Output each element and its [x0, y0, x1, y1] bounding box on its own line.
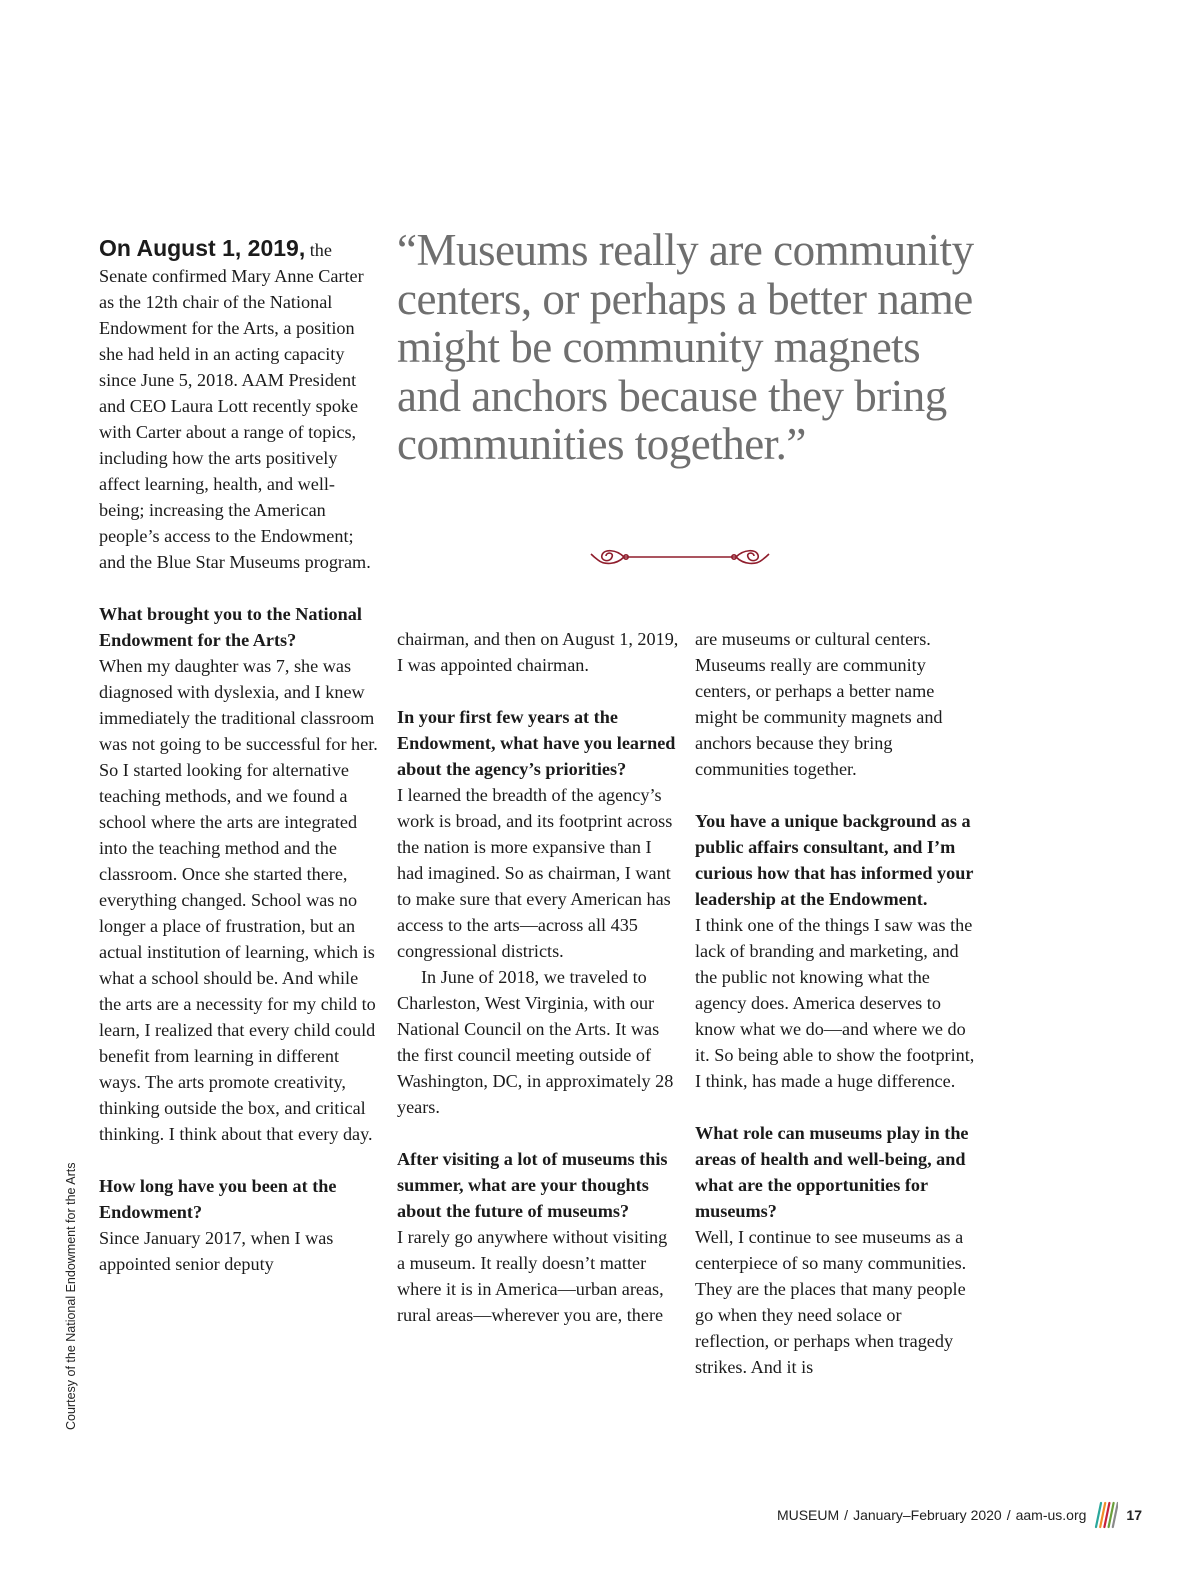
intro-text: the Senate confirmed Mary Anne Carter as the 12th chair of the National Endowment for the Arts, a position she had held in an acting capacity since June 5, 2018. AAM President and CEO Laura Lott recently spoke with Carter about a range of topics, including how the arts positively affect learning, health, and well-being; increasing the American people’s access to the Endowment; and the Blue Star Museums program.: [99, 240, 371, 572]
answer-4-start: I rarely go anywhere without visiting a museum. It really doesn’t matter where it is in America—urban areas, rural areas—wherever you are, there: [397, 1227, 668, 1325]
question-6: What role can museums play in the areas of health and well-being, and what are the opportunities for museums?: [695, 1123, 969, 1221]
page-number: 17: [1126, 1507, 1142, 1523]
question-5: You have a unique background as a public affairs consultant, and I’m curious how that has informed your leadership at the Endowment.: [695, 811, 974, 909]
aam-logo-icon: [1094, 1500, 1118, 1530]
answer-3: I learned the breadth of the agency’s work is broad, and its footprint across the nation is more expansive than I had imagined. So as chairman, I want to make sure that every American has access to the arts—across all 435 congressional districts.: [397, 785, 673, 961]
footer-separator: /: [1006, 1507, 1011, 1523]
ornament-divider: [590, 546, 770, 568]
answer-2-continued: chairman, and then on August 1, 2019, I was appointed chairman.: [397, 629, 679, 675]
footer-issue: January–February 2020: [853, 1507, 1002, 1523]
question-2: How long have you been at the Endowment?: [99, 1176, 337, 1222]
footer-magazine: MUSEUM: [776, 1507, 840, 1523]
answer-6-start: Well, I continue to see museums as a centerpiece of so many communities. They are the places that many people go when they need solace or reflection, or perhaps when tragedy strikes. And it is: [695, 1227, 967, 1377]
page-footer: [777, 1500, 1142, 1530]
answer-3-paragraph-2: In June of 2018, we traveled to Charleston, West Virginia, with our National Council on the Arts. It was the first council meeting outside of Washington, DC, in approximately 28 years.: [397, 967, 674, 1117]
answer-5: I think one of the things I saw was the lack of branding and marketing, and the public not knowing what the agency does. America deserves to know what we do—and where we do it. So being able to show the footprint, I think, has made a huge difference.: [695, 915, 975, 1091]
intro-paragraph: [99, 235, 379, 575]
photo-credit: Courtesy of the National Endowment for the Arts: [64, 1162, 78, 1430]
ornament-lines: [591, 551, 769, 564]
intro-lead: On August 1, 2019,: [99, 235, 306, 261]
answer-1: When my daughter was 7, she was diagnosed with dyslexia, and I knew immediately the traditional classroom was not going to be successful for her. So I started looking for alternative teaching methods, and we found a school where the arts are integrated into the teaching method and the classroom. Once she started there, everything changed. School was no longer a place of frustration, but an actual institution of learning, which is what a school should be. And while the arts are a necessity for my child to learn, I realized that every child could benefit from learning in different ways. The arts promote creativity, thinking outside the box, and critical thinking. I think about that every day.: [99, 656, 378, 1144]
column-1: [99, 235, 379, 1277]
question-3: In your first few years at the Endowment, what have you learned about the agency’s priorities?: [397, 707, 676, 779]
pull-quote: “Museums really are community centers, or perhaps a better name might be community magnets and anchors because they bring communities together.”: [397, 225, 974, 469]
question-1: What brought you to the National Endowment for the Arts?: [99, 604, 362, 650]
answer-2-start: Since January 2017, when I was appointed senior deputy: [99, 1228, 334, 1274]
answer-4-continued: are museums or cultural centers. Museums really are community centers, or perhaps a better name might be community magnets and anchors because they bring communities together.: [695, 629, 943, 779]
footer-site: aam-us.org: [1015, 1507, 1087, 1523]
column-2: [397, 626, 679, 1328]
column-3: [695, 626, 977, 1380]
question-4: After visiting a lot of museums this summer, what are your thoughts about the future of museums?: [397, 1149, 668, 1221]
footer-separator: /: [844, 1507, 849, 1523]
